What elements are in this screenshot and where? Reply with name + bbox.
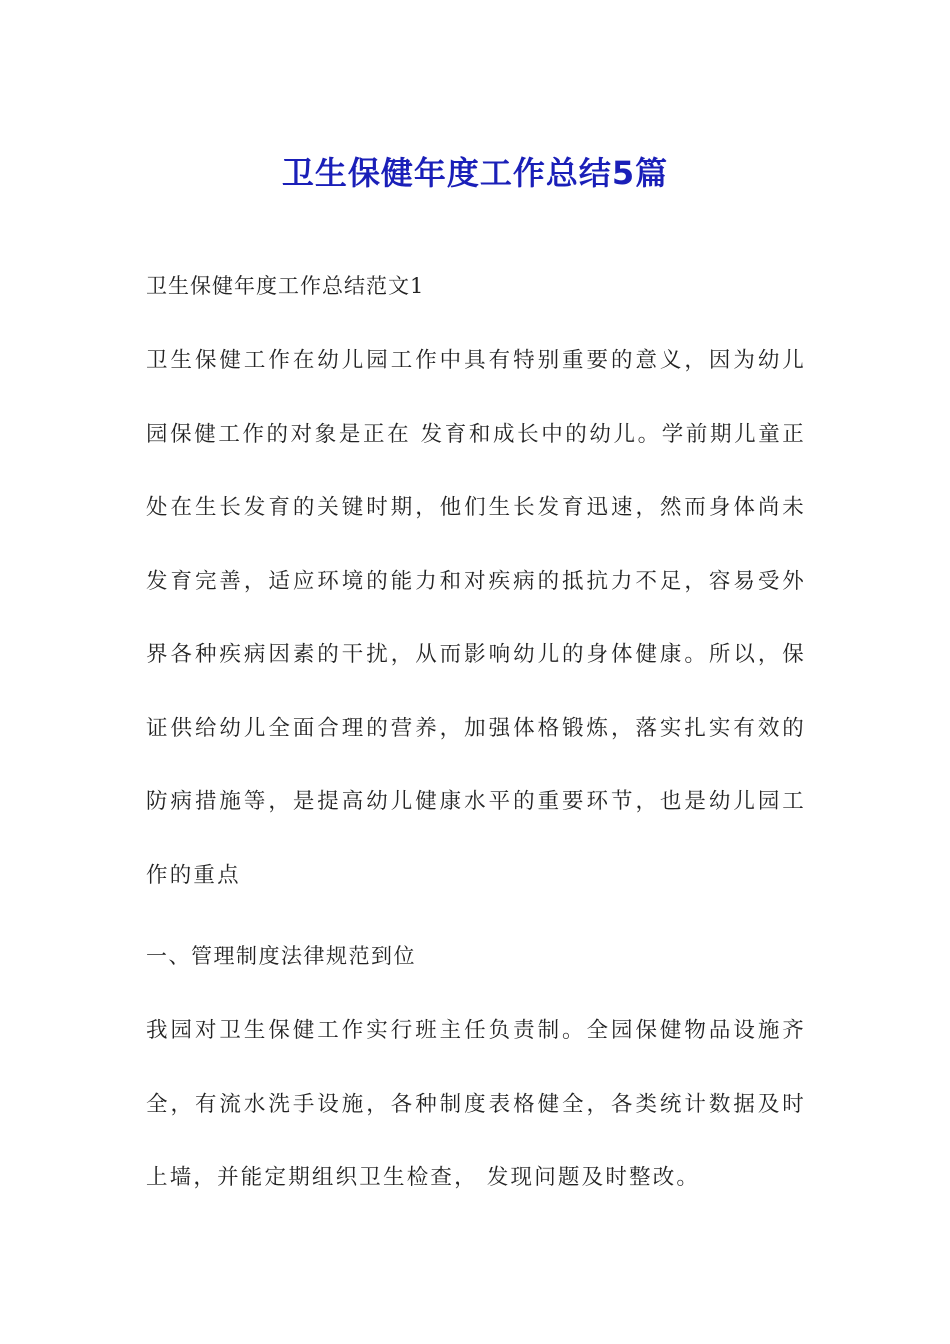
body-paragraph: 我园对卫生保健工作实行班主任负责制。全园保健物品设施齐全，有流水洗手设施，各种制度表格健全，各类统计数据及时上墙，并能定期组织卫生检查， 发现问题及时整改。 xyxy=(146,1018,806,1190)
section-heading: 一、管理制度法律规范到位 xyxy=(146,944,416,968)
document-title: 卫生保健年度工作总结5篇 xyxy=(281,154,669,193)
section-subtitle: 卫生保健年度工作总结范文1 xyxy=(146,274,425,298)
body-paragraph: 卫生保健工作在幼儿园工作中具有特别重要的意义，因为幼儿园保健工作的对象是正在 发育和成长中的幼儿。学前期儿童正处在生长发育的关键时期，他们生长发育迅速，然而身体尚未发育完善，适应环境的能力和对疾病的抵抗力不足，容易受外界各种疾病因素的干扰，从而影响幼儿的身体健康。所以，保证供给幼儿全面合理的营养，加强体格锻炼，落实扎实有效的防病措施等，是提高幼儿健康水平的重要环节，也是幼儿园工作的重点 xyxy=(146,348,806,888)
